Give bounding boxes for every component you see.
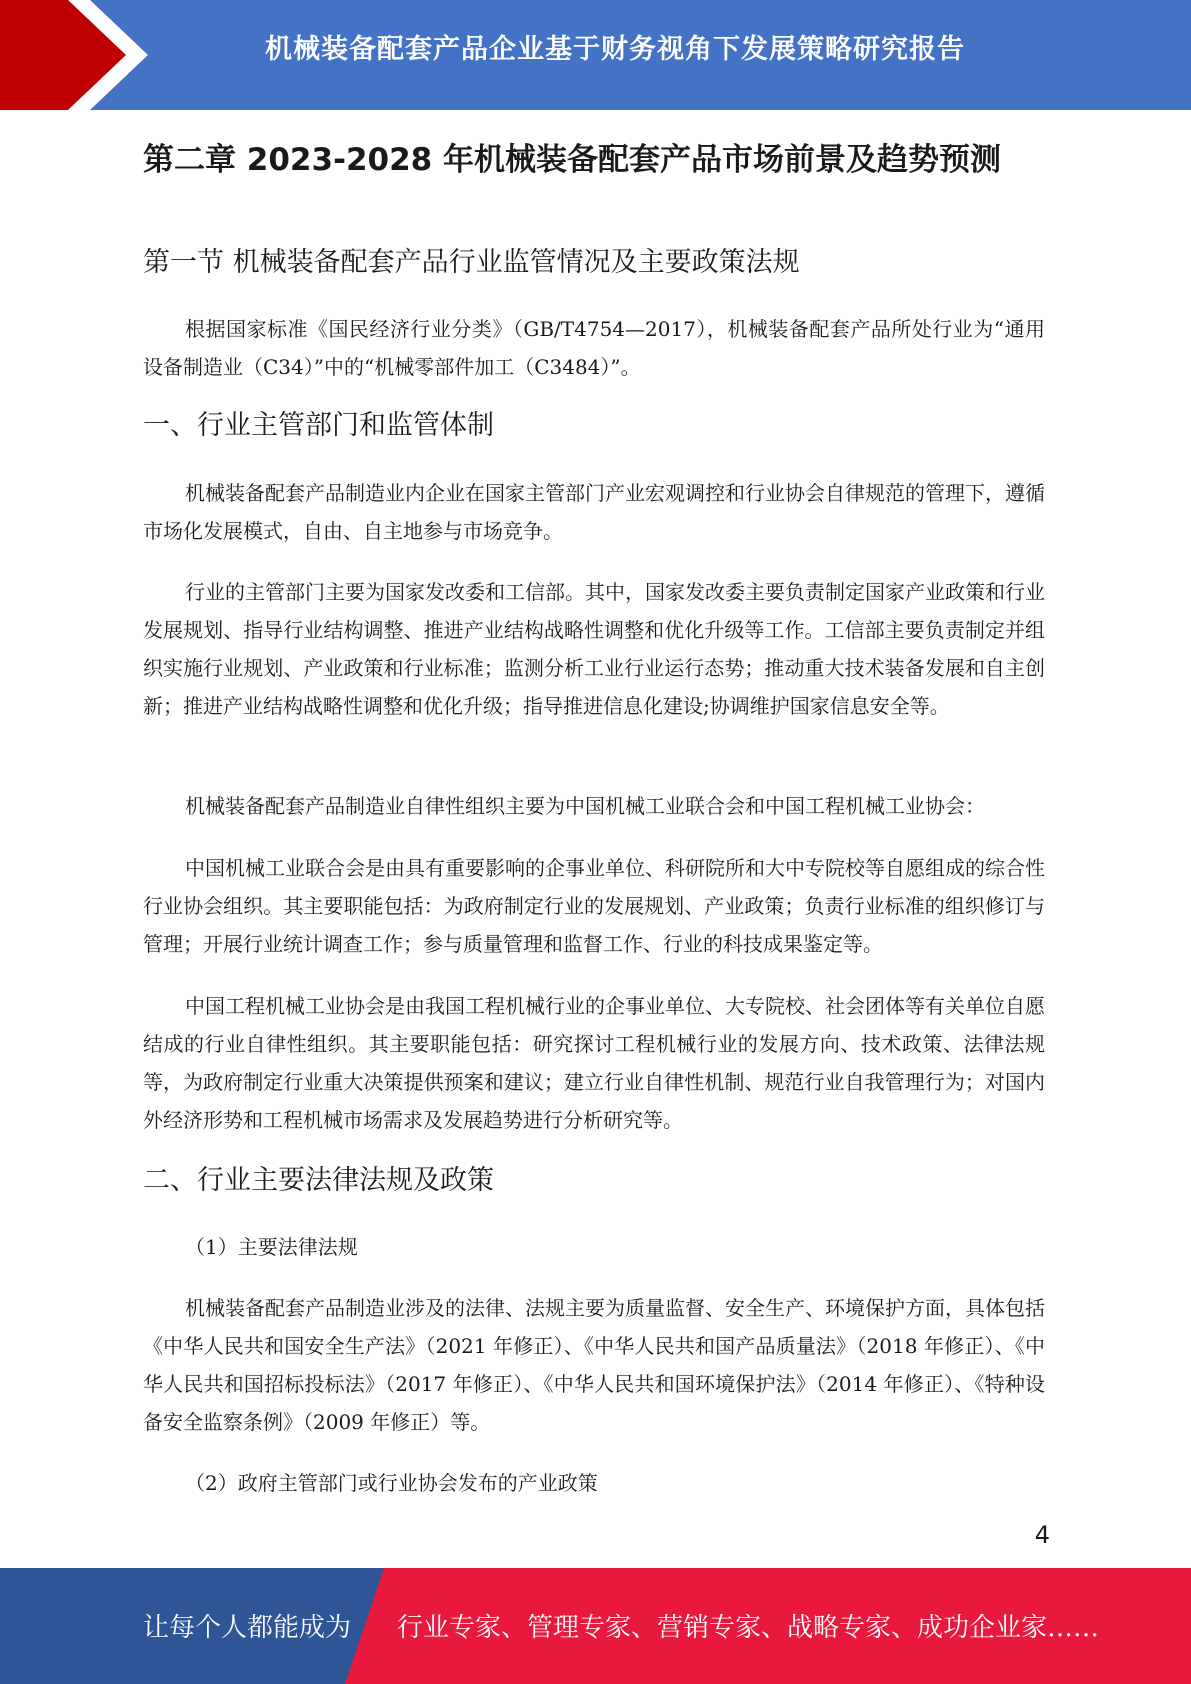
footer-slogan-left: 让每个人都能成为 [143,1613,352,1643]
part1-paragraph-5: 中国工程机械工业协会是由我国工程机械行业的企事业单位、大专院校、社会团体等有关单位自愿结成的行业自律性组织。其主要职能包括：研究探讨工程机械行业的发展方向、技术政策、法律法规等，为政府制定行业重大决策提供预案和建议；建立行业自律性机制、规范行业自我管理行为；对国内外经济形势和工程机械市场需求及发展趋势进行分析研究等。 [143,994,1045,1132]
part2-heading: 二、行业主要法律法规及政策 [143,1165,494,1196]
report-title: 机械装备配套产品企业基于财务视角下发展策略研究报告 [265,34,965,65]
part2-paragraph: 机械装备配套产品制造业涉及的法律、法规主要为质量监督、安全生产、环境保护方面，具体包括《中华人民共和国安全生产法》（2021 年修正）、《中华人民共和国产品质量法》（2018 年修正）、《中华人民共和国招标投标法》（2017 年修正）、《中华人民共和国环境保护法》（2014 年修正）、《特种设备安全监察条例》（2009 年修正）等。 [143,1296,1045,1434]
part1-paragraph-2: 行业的主管部门主要为国家发改委和工信部。其中，国家发改委主要负责制定国家产业政策和行业发展规划、指导行业结构调整、推进产业结构战略性调整和优化升级等工作。工信部主要负责制定并组织实施行业规划、产业政策和行业标准；监测分析工业行业运行态势；推动重大技术装备发展和自主创新；推进产业结构战略性调整和优化升级；指导推进信息化建设;协调维护国家信息安全等。 [143,580,1045,718]
part2-subheading-policies: （2）政府主管部门或行业协会发布的产业政策 [185,1471,598,1495]
part1-paragraph-4: 中国机械工业联合会是由具有重要影响的企事业单位、科研院所和大中专院校等自愿组成的综合性行业协会组织。其主要职能包括：为政府制定行业的发展规划、产业政策；负责行业标准的组织修订与管理；开展行业统计调查工作；参与质量管理和监督工作、行业的科技成果鉴定等。 [143,856,1045,956]
chapter-title: 第二章 2023-2028 年机械装备配套产品市场前景及趋势预测 [143,142,1002,178]
part2-subheading-laws: （1）主要法律法规 [185,1235,358,1259]
page-number: 4 [1034,1521,1050,1549]
section-title: 第一节 机械装备配套产品行业监管情况及主要政策法规 [143,247,800,278]
part1-paragraph-3: 机械装备配套产品制造业自律性组织主要为中国机械工业联合会和中国工程机械工业协会： [185,794,985,818]
part1-heading: 一、行业主管部门和监管体制 [143,410,494,441]
footer-slogan-right: 行业专家、管理专家、营销专家、战略专家、成功企业家…… [397,1613,1100,1643]
intro-paragraph: 根据国家标准《国民经济行业分类》（GB/T4754—2017），机械装备配套产品所处行业为“通用设备制造业（C34）”中的“机械零部件加工（C3484）”。 [143,317,1045,379]
part1-paragraph-1: 机械装备配套产品制造业内企业在国家主管部门产业宏观调控和行业协会自律规范的管理下，遵循市场化发展模式，自由、自主地参与市场竞争。 [143,481,1045,543]
